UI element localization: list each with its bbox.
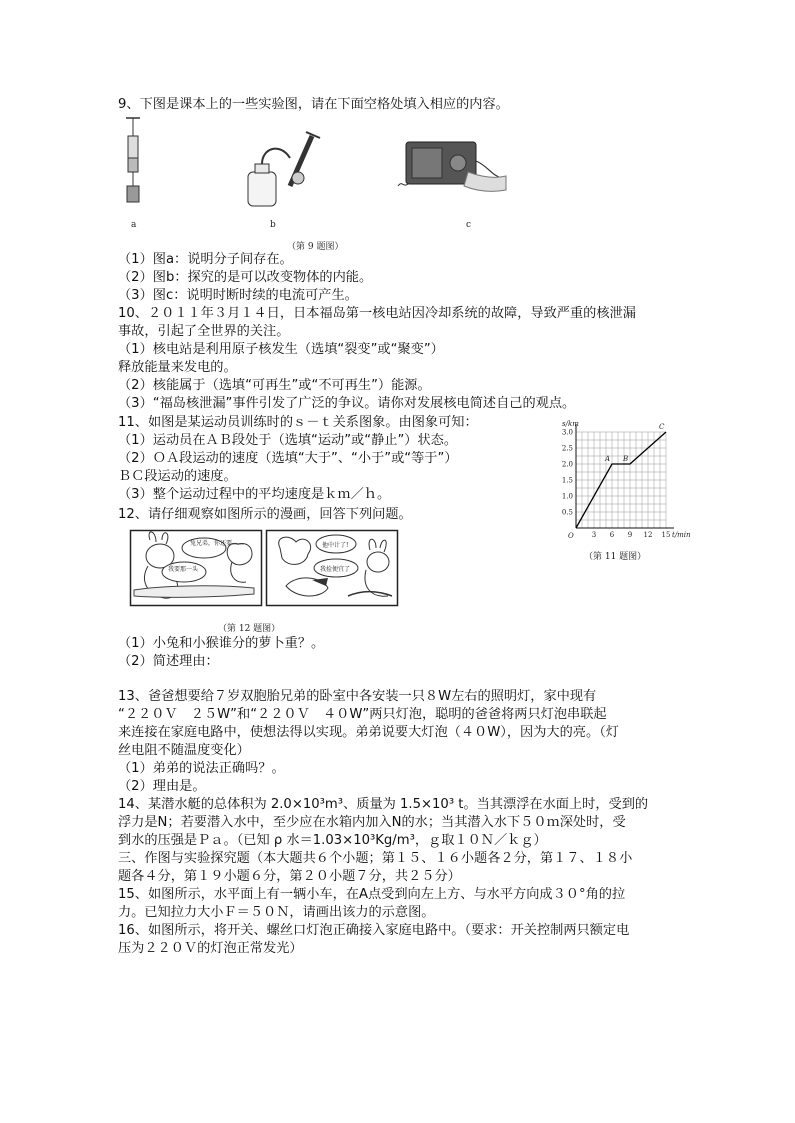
figure-c-radio [398,136,508,196]
q11-line-4: ＢＣ段运动的速度。 [118,469,237,484]
y-tick-label: 3.0 [561,428,573,437]
q13-line-6: （2）理由是。 [118,779,206,794]
x-tick-label: 12 [643,531,653,539]
q14-line-3: 到水的压强是Ｐａ。（已知 ρ 水＝1.03×10³Kg/m³，ｇ取１０Ｎ／ｋｇ） [118,833,547,848]
origin-label: O [568,532,574,540]
bubble-4: 我捡便宜了 [320,566,351,573]
q14-line-1: 14、某潜水艇的总体积为 2.0×10³m³、质量为 1.5×10³ t。当其漂浮在水面上时，受到的 [118,797,649,812]
q10-line-3: （1）核电站是利用原子核发生（选填“裂变”或“聚变”） [118,342,444,357]
section-3-line-2: 题各４分，第１９小题６分，第２０小题７分，共２５分） [118,869,461,884]
q9-item-2: （2）图b：探究的是可以改变物体的内能。 [118,270,373,285]
y-axis-label: s/km [562,420,579,428]
q12-stem: 12、请仔细观察如图所示的漫画，回答下列问题。 [118,507,412,522]
y-tick-label: 2.0 [561,460,573,469]
st-chart [548,418,691,548]
bubble-2: 我要那一头 [168,566,199,573]
q13-line-3: 来连接在家庭电路中，使想法得以实现。弟弟说要大灯泡（４０W），因为大的亮。（灯 [118,725,619,740]
q11-figure-caption: （第 11 题图） [584,552,647,562]
y-tick-label: 1.5 [561,476,573,485]
q10-line-2: 事故，引起了全世界的关注。 [118,324,290,339]
q13-line-5: （1）弟弟的说法正确吗？。 [118,761,285,776]
q15-line-1: 15、如图所示，水平面上有一辆小车，在A点受到向左上方、与水平方向成３０°角的拉 [118,887,626,902]
q16-line-2: 压为２２０Ｖ的灯泡正常发光） [118,941,303,956]
figure-a-lead-cylinders [118,118,158,218]
point-label-c: C [659,423,665,431]
q14-line-2: 浮力是N；若要潜入水中，至少应在水箱内加入N的水；当其潜入水下５０ｍ深处时，受 [118,815,626,830]
q10-line-6: （3）“福岛核泄漏”事件引发了广泛的争议。请你对发展核电简述自己的观点。 [118,396,576,411]
q10-line-4: 释放能量来发电的。 [118,360,237,375]
q13-line-2: “２２０Ｖ ２５W”和“２２０Ｖ ４０W”两只灯泡，聪明的爸爸将两只灯泡串联起 [118,707,607,722]
label-b: b [270,220,276,230]
y-tick-label: 0.5 [561,508,573,517]
point-label-b: B [623,455,629,463]
q16-line-1: 16、如图所示，将开关、螺丝口灯泡正确接入家庭电路中。（要求：开关控制两只额定电 [118,923,630,938]
q13-line-4: 丝电阻不随温度变化） [118,743,250,758]
q9-item-3: （3）图c：说明时断时续的电流可产生。 [118,288,358,303]
point-label-a: A [605,455,611,463]
y-tick-label: 1.0 [561,492,573,501]
q11-line-1: 11、如图是某运动员训练时的ｓ－ｔ关系图象。由图象可知： [118,415,478,430]
x-tick-label: 9 [627,531,633,539]
q12-figure-caption: （第 12 题图） [218,624,281,634]
q9-item-1: （1）图a：说明分子间存在。 [118,252,293,267]
label-c: c [466,220,472,230]
q10-line-1: 10、２０１１年３月１４日，日本福岛第一核电站因冷却系统的故障，导致严重的核泄漏 [118,306,636,321]
q15-line-2: 力。已知拉力大小Ｆ＝５０Ｎ，请画出该力的示意图。 [118,905,435,920]
bubble-3: 他中计了! [322,542,349,549]
q11-line-2: （1）运动员在ＡＢ段处于（选填“运动”或“静止”）状态。 [118,433,458,448]
q9-figure-caption: （第 9 题图） [287,242,344,252]
q12-item-1: （1）小兔和小猴谁分的萝卜重？。 [118,636,325,651]
bubble-1: 兔兄弟，你还要…… [190,540,245,547]
x-axis-label: t/min [672,531,691,539]
x-tick-label: 3 [591,531,597,539]
x-tick-label: 15 [661,531,671,539]
y-tick-label: 2.5 [561,444,573,453]
q11-line-5: （3）整个运动过程中的平均速度是ｋｍ／ｈ。 [118,487,391,502]
q10-line-5: （2）核能属于（选填“可再生”或“不可再生”）能源。 [118,378,431,393]
x-tick-label: 6 [609,531,615,539]
q13-line-1: 13、爸爸想要给７岁双胞胎兄弟的卧室中各安装一只８W左右的照明灯，家中现有 [118,689,597,704]
q9-stem: 9、下图是课本上的一些实验图，请在下面空格处填入相应的内容。 [118,97,509,112]
q12-item-2: （2）简述理由： [118,654,219,669]
label-a: a [131,220,137,230]
q11-line-3: （2）ＯＡ段运动的速度（选填“大于”、“小于”或“等于”） [118,451,458,466]
section-3-line-1: 三、作图与实验探究题（本大题共６个小题；第１５、１６小题各２分，第１７、１８小 [118,851,633,866]
figure-b-bottle-pump [240,128,330,210]
